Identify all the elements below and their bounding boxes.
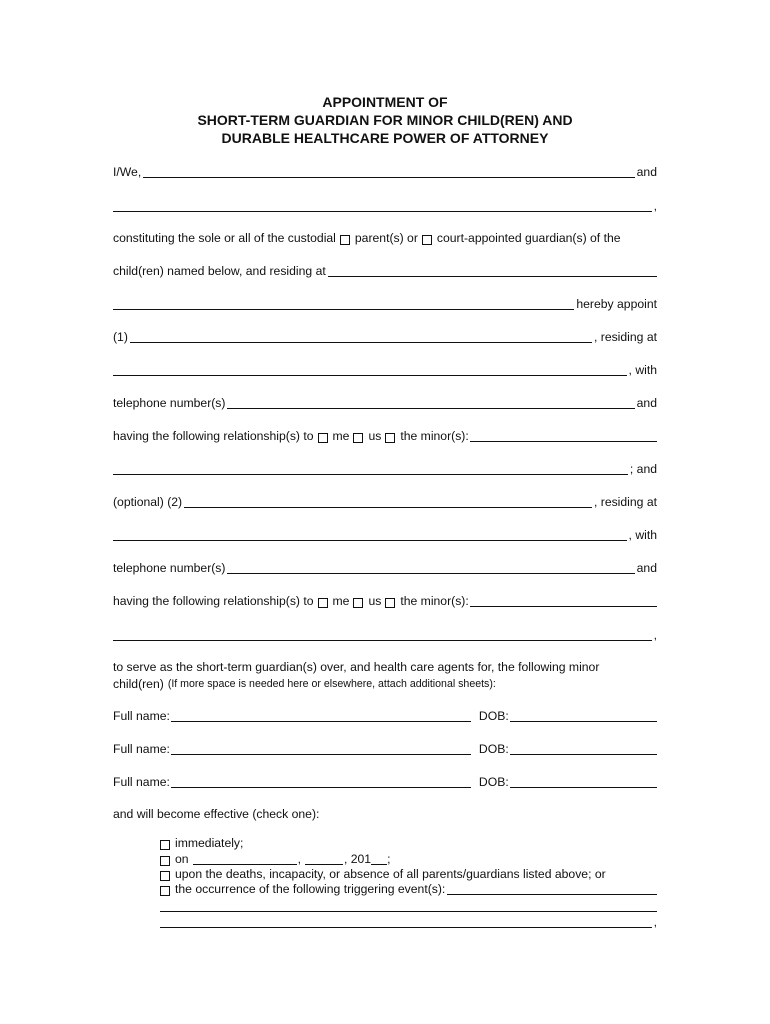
guardian1-us-label: us	[368, 429, 382, 443]
guardian2-us-label: us	[368, 594, 382, 608]
guardian1-address-field[interactable]	[113, 363, 627, 376]
custodial-row	[113, 229, 657, 247]
guardian1-name-row	[113, 328, 657, 346]
child-row-2	[113, 740, 657, 758]
guardian2-phone-label: telephone number(s)	[113, 561, 226, 575]
court-guardian-label: court-appointed guardian(s) of the	[436, 231, 621, 245]
trigger-field-3[interactable]	[160, 915, 652, 928]
title-line-1: APPOINTMENT OF	[322, 94, 448, 110]
guardian2-address-field[interactable]	[113, 528, 627, 541]
child2-dob-field[interactable]	[510, 742, 657, 755]
hereby-row	[113, 295, 657, 313]
trigger-end-comma: ,	[653, 915, 657, 929]
guardian1-address-row	[113, 361, 657, 379]
year-field[interactable]	[371, 852, 387, 865]
day-field[interactable]	[305, 852, 343, 865]
custodial-text: constituting the sole or all of the custodial	[113, 231, 336, 245]
parents-checkbox[interactable]	[340, 235, 350, 245]
guardian1-minors-label: the minor(s):	[400, 429, 469, 443]
child-row-3	[113, 773, 657, 791]
guardian1-residing-label: , residing at	[593, 330, 657, 344]
guardian1-phone-row	[113, 394, 657, 412]
guardian2-phone-row	[113, 559, 657, 577]
comma-label: ,	[653, 199, 657, 213]
child3-dob-field[interactable]	[510, 775, 657, 788]
guardian2-me-checkbox[interactable]	[318, 598, 328, 608]
effective-option-trigger	[160, 880, 657, 898]
guardian2-relationship-row-2	[113, 626, 657, 644]
residing-label: child(ren) named below, and residing at	[113, 264, 326, 278]
residence-field[interactable]	[328, 264, 657, 277]
guardian2-address-row	[113, 526, 657, 544]
second-name-row	[113, 197, 657, 215]
child1-dob-field[interactable]	[510, 709, 657, 722]
immediately-label: immediately;	[175, 836, 244, 850]
trigger-checkbox[interactable]	[160, 886, 170, 896]
child3-name-field[interactable]	[171, 775, 471, 788]
iwe-name-field[interactable]	[143, 165, 634, 178]
trigger-field[interactable]	[447, 882, 657, 895]
deaths-label: upon the deaths, incapacity, or absence of all parents/guardians listed above; or	[175, 867, 606, 881]
guardian2-me-label: me	[332, 594, 350, 608]
guardian2-name-row	[113, 493, 657, 511]
child2-name-label: Full name:	[113, 742, 170, 756]
guardian2-us-checkbox[interactable]	[353, 598, 363, 608]
residing-row	[113, 262, 657, 280]
on-label: on	[175, 852, 189, 866]
guardian1-us-checkbox[interactable]	[353, 433, 363, 443]
and-label: and	[636, 165, 657, 179]
trigger-row-3	[160, 913, 657, 931]
guardian1-relationship-row	[113, 427, 657, 445]
trigger-field-2[interactable]	[160, 899, 657, 912]
guardian1-relationship-field[interactable]	[470, 429, 657, 442]
guardian1-relationship-field-2[interactable]	[113, 462, 628, 475]
child2-dob-label: DOB:	[478, 742, 509, 756]
guardian2-comma: ,	[653, 628, 657, 642]
title-line-2: SHORT-TERM GUARDIAN FOR MINOR CHILD(REN) AND	[197, 112, 573, 128]
guardian2-relationship-field-2[interactable]	[113, 628, 652, 641]
guardian2-relationship-row	[113, 592, 657, 610]
guardian2-relationship-field[interactable]	[470, 594, 657, 607]
child1-name-field[interactable]	[171, 709, 471, 722]
guardian1-semicolon-and: ; and	[629, 462, 657, 476]
guardian1-phone-field[interactable]	[227, 396, 634, 409]
guardian2-minors-checkbox[interactable]	[385, 598, 395, 608]
guardian1-number: (1)	[113, 330, 128, 344]
serve-text-1: to serve as the short-term guardian(s) over, and health care agents for, the following minor	[113, 660, 600, 674]
month-day-field[interactable]	[193, 852, 297, 865]
serve-text-2a: child(ren)	[113, 677, 164, 691]
serve-line-2	[113, 675, 657, 693]
guardian2-residing-label: , residing at	[593, 495, 657, 509]
date-comma: ,	[297, 852, 301, 866]
year-prefix: , 201	[343, 852, 372, 866]
serve-line-1	[113, 658, 657, 676]
guardian2-minors-label: the minor(s):	[400, 594, 469, 608]
child2-name-field[interactable]	[171, 742, 471, 755]
guardian2-phone-field[interactable]	[227, 561, 634, 574]
residence-field-2[interactable]	[113, 297, 574, 310]
guardian1-me-checkbox[interactable]	[318, 433, 328, 443]
effective-heading: and will become effective (check one):	[113, 807, 320, 821]
guardian1-and-label: and	[636, 396, 657, 410]
second-name-field[interactable]	[113, 199, 652, 212]
guardian2-number: (optional) (2)	[113, 495, 183, 509]
court-guardian-checkbox[interactable]	[422, 235, 432, 245]
guardian1-relationship-label: having the following relationship(s) to	[113, 429, 314, 443]
child3-name-label: Full name:	[113, 775, 170, 789]
guardian1-with-label: , with	[628, 363, 657, 377]
parents-label: parent(s) or	[354, 231, 418, 245]
hereby-appoint-label: hereby appoint	[576, 297, 657, 311]
guardian2-relationship-label: having the following relationship(s) to	[113, 594, 314, 608]
child3-dob-label: DOB:	[478, 775, 509, 789]
effective-heading-row	[113, 805, 657, 823]
title-line-3: DURABLE HEALTHCARE POWER OF ATTORNEY	[221, 130, 549, 146]
guardian1-me-label: me	[332, 429, 350, 443]
serve-text-2b: (If more space is needed here or elsewhere, attach additional sheets):	[167, 678, 496, 690]
child1-dob-label: DOB:	[478, 709, 509, 723]
guardian2-and-label: and	[636, 561, 657, 575]
iwe-row	[113, 163, 657, 181]
child1-name-label: Full name:	[113, 709, 170, 723]
date-semicolon: ;	[387, 852, 391, 866]
guardian2-name-field[interactable]	[184, 495, 592, 508]
guardian1-minors-checkbox[interactable]	[385, 433, 395, 443]
guardian1-phone-label: telephone number(s)	[113, 396, 226, 410]
trigger-label: the occurrence of the following triggering event(s):	[175, 882, 446, 896]
immediately-checkbox[interactable]	[160, 840, 170, 850]
iwe-label: I/We,	[113, 165, 142, 179]
child-row-1	[113, 707, 657, 725]
guardian1-name-field[interactable]	[130, 330, 592, 343]
guardian2-with-label: , with	[628, 528, 657, 542]
guardian1-relationship-row-2	[113, 460, 657, 478]
